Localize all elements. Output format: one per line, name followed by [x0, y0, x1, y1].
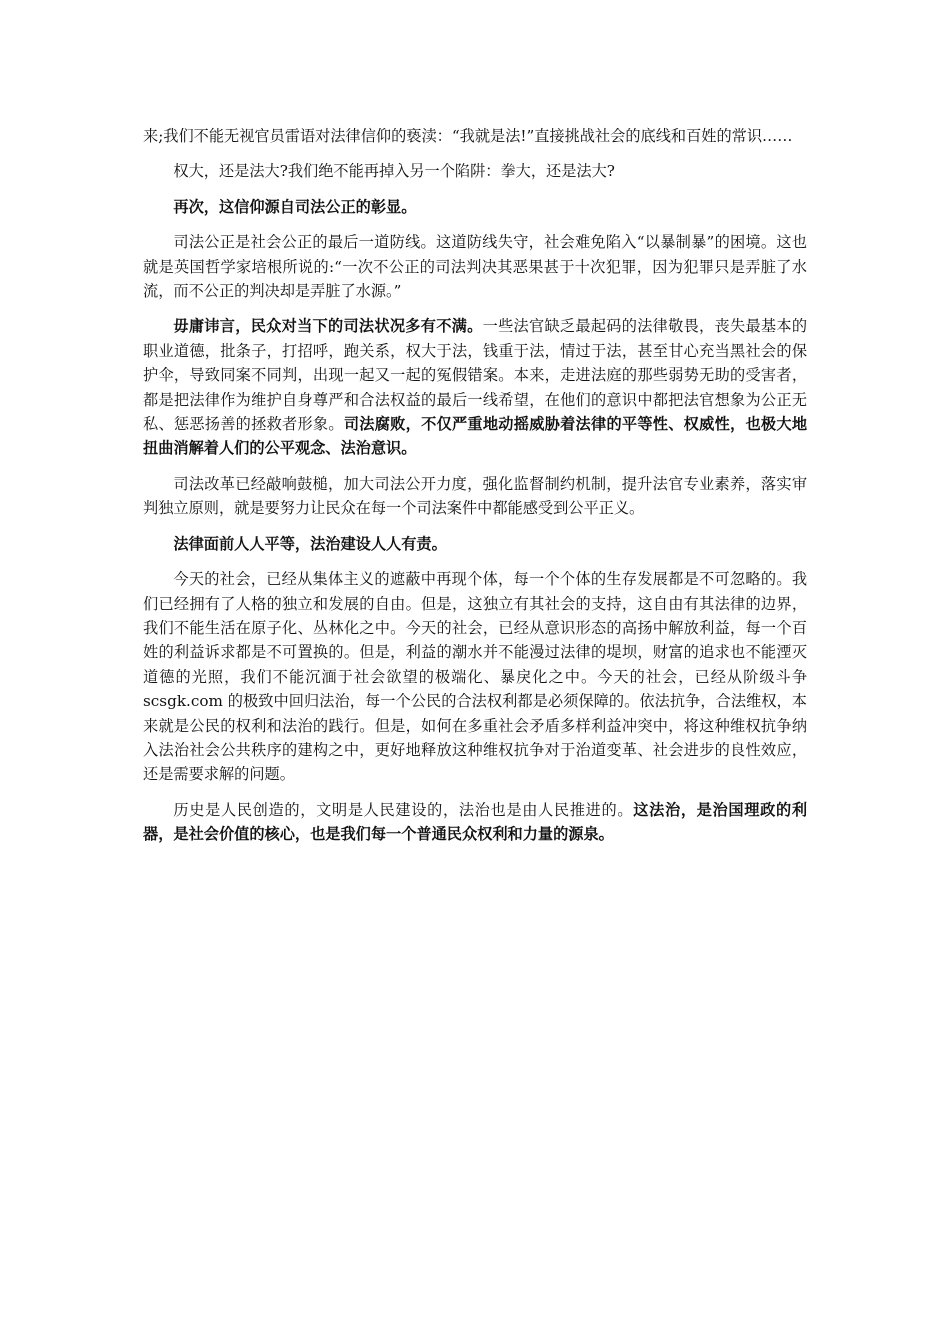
paragraph-conclusion — [143, 798, 807, 847]
paragraph-bacon-quote: 司法公正是社会公正的最后一道防线。这道防线失守，社会难免陷入“以暴制暴”的困境。这也就是英国哲学家培根所说的:“一次不公正的司法判决其恶果甚于十次犯罪，因为犯罪只是弄脏了水流，而不公正的判决却是弄脏了水源。” — [143, 233, 807, 301]
document-body — [143, 124, 807, 858]
paragraph-power-vs-law: 权大，还是法大?我们绝不能再掉入另一个陷阱：拳大，还是法大? — [173, 162, 615, 181]
paragraph-body-text: 历史是人民创造的，文明是人民建设的，法治也是由人民推进的。 — [173, 800, 634, 819]
paragraph-judicial-reform: 司法改革已经敲响鼓槌，加大司法公开力度，强化监督制约机制，提升法官专业素养，落实审判独立原则，就是要努力让民众在每一个司法案件中都能感受到公平正义。 — [143, 474, 807, 518]
paragraph-judicial-dissatisfaction — [143, 314, 807, 460]
paragraph-body-text: 一些法官缺乏最起码的法律敬畏，丧失最基本的职业道德，批条子，打招呼，跑关系，权大于法，钱重于法，情过于法，甚至甘心充当黑社会的保护伞，导致同案不同判，出现一起又一起的冤假错案。本来，走进法庭的那些弱势无助的受害者，都是把法律作为维护自身尊严和合法权益的最后一线希望，在他们的意识中都把法官想象为公正无私、惩恶扬善的拯救者形象。 — [143, 317, 808, 434]
section-heading-judicial-justice: 再次，这信仰源自司法公正的彰显。 — [173, 197, 417, 216]
paragraph-today-society: 今天的社会，已经从集体主义的遮蔽中再现个体，每一个个体的生存发展都是不可忽略的。我们已经拥有了人格的独立和发展的自由。但是，这独立有其社会的支持，这自由有其法律的边界，我们不能生活在原子化、丛林化之中。今天的社会，已经从意识形态的高扬中解放利益，每一个百姓的利益诉求都是不可置换的。但是，利益的潮水并不能漫过法律的堤坝，财富的追求也不能湮灭道德的光照，我们不能沉湎于社会欲望的极端化、暴戾化之中。今天的社会，已经从阶级斗争 scsgk.com 的极致中回归法治，每一个公民的合法权利都是必须保障的。依法抗争，合法维权，本来就是公民的权利和法治的践行。但是，如何在多重社会矛盾多样利益冲突中，将这种维权抗争纳入法治社会公共秩序的建构之中，更好地释放这种维权抗争对于治道变革、社会进步的良性效应，还是需要求解的问题。 — [143, 570, 807, 784]
bold-lead-sentence: 毋庸讳言，民众对当下的司法状况多有不满。 — [173, 317, 483, 336]
paragraph-continued-opening: 来;我们不能无视官员雷语对法律信仰的亵渎：“我就是法!”直接挑战社会的底线和百姓的常识…… — [143, 127, 793, 145]
section-heading-equality-before-law: 法律面前人人平等，法治建设人人有责。 — [173, 534, 447, 553]
bold-tail-sentence: 这法治，是治国理政的利器，是社会价值的核心，也是我们每一个普通民众权利和力量的源泉。 — [143, 800, 808, 844]
bold-tail-sentence: 司法腐败，不仅严重地动摇威胁着法律的平等性、权威性，也极大地扭曲消解着人们的公平观念、法治意识。 — [143, 415, 808, 458]
